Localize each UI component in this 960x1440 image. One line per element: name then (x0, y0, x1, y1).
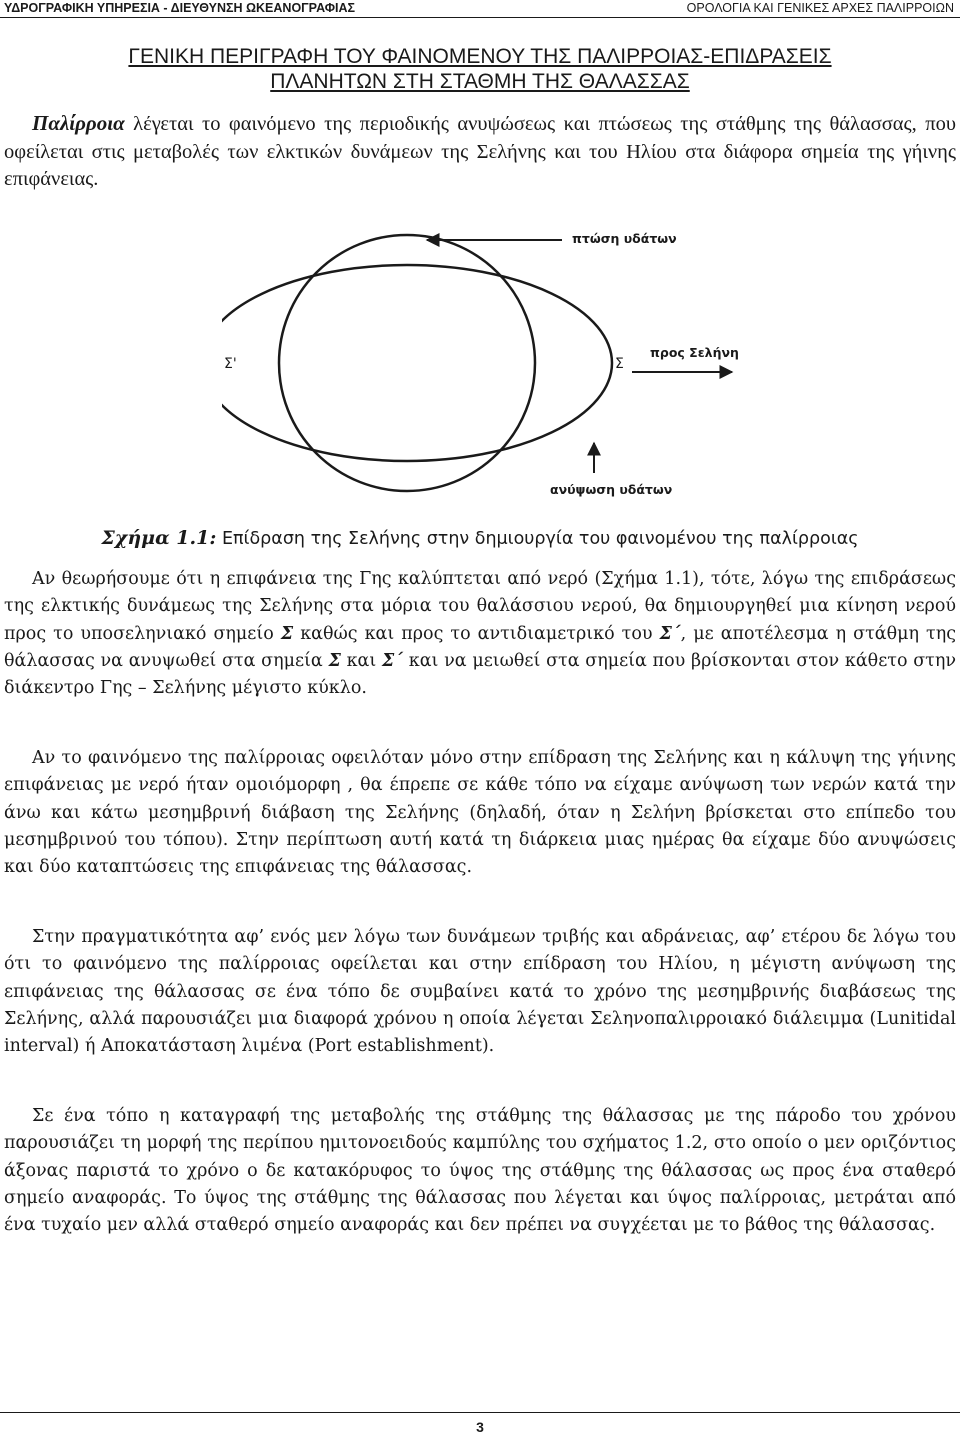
earth-circle (279, 235, 535, 491)
label-fall: πτώση υδάτων (572, 231, 677, 246)
footer-rule (0, 1412, 960, 1413)
figure-caption (0, 525, 960, 552)
page-title-line-2: ΠΛΑΝΗΤΩΝ ΣΤΗ ΣΤΑΘΜΗ ΤΗΣ ΘΑΛΑΣΣΑΣ (270, 70, 690, 93)
label-to-moon: προς Σελήνη (650, 345, 739, 360)
tide-diagram (222, 215, 762, 500)
symbol-sigma-prime: Σ΄ (659, 623, 681, 644)
paragraph-text: και να μειωθεί στα σημεία που βρίσκονται στον κάθετο στην διάκεντρο Γης – Σελήνης μέγιστο κύκλο. (4, 650, 956, 699)
page-title-line-1: ΓΕΝΙΚΗ ΠΕΡΙΓΡΑΦΗ ΤΟΥ ΦΑΙΝΟΜΕΝΟΥ ΤΗΣ ΠΑΛΙΡΡΟΙΑΣ-ΕΠΙΔΡΑΣΕΙΣ (128, 45, 832, 68)
paragraph-uniform-coverage: Αν το φαινόμενο της παλίρροιας οφειλόταν μόνο στην επίδραση της Σελήνης και η κάλυψη της γήινης επιφάνειας με νερό ήταν ομοιόμορφη , θα έπρεπε σε κάθε τόπο να είχαμε ανύψωση των νερών κατά την άνω και κάτω μεσημβρινή διάβαση της Σελήνης (δηλαδή, όταν η Σελήνη βρίσκεται στο επίπεδο του μεσημβρινού του τόπου). Στην περίπτωση αυτή κατά τη διάρκεια μιας ημέρας θα είχαμε δύο ανυψώσεις και δύο καταπτώσεις της επιφάνειας της θάλασσας. (4, 748, 956, 878)
label-rise: ανύψωση υδάτων (550, 482, 673, 497)
page-header (0, 0, 960, 18)
point-sigma: Σ (615, 356, 624, 372)
paragraph-text: , με αποτέλεσμα η στάθμη της θάλασσας να ανυψωθεί στα σημεία (4, 623, 956, 671)
symbol-sigma: Σ (280, 623, 294, 644)
symbol-sigma-prime: Σ΄ (381, 650, 404, 671)
water-ellipse (222, 265, 612, 461)
intro-paragraph (4, 110, 956, 194)
header-organization: ΥΔΡΟΓΡΑΦΙΚΗ ΥΠΗΡΕΣΙΑ - ΔΙΕΥΘΥΝΣΗ ΩΚΕΑΝΟΓΡΑΦΙΑΣ (4, 1, 356, 15)
header-rule (0, 17, 960, 18)
definition-term: Παλίρροια (32, 111, 125, 135)
point-sigma-prime: Σ' (224, 356, 237, 372)
header-chapter: ΟΡΟΛΟΓΙΑ ΚΑΙ ΓΕΝΙΚΕΣ ΑΡΧΕΣ ΠΑΛΙΡΡΟΙΩΝ (686, 1, 954, 15)
paragraph-text: και (340, 650, 382, 671)
paragraph-text: καθώς και προς το αντιδιαμετρικό του (293, 623, 660, 644)
paragraph-tide-height: Σε ένα τόπο η καταγραφή της μεταβολής της στάθμης της θάλασσας με της πάροδο του χρόνου παρουσιάζει τη μορφή της περίπου ημιτονοειδούς καμπύλης του σχήματος 1.2, στο οποίο ο μεν οριζόντιος άξονας παριστά το χρόνο ο δε κατακόρυφος το ύψος της στάθμης της θάλασσας ως προς ένα σταθερό σημείο αναφοράς. Το ύψος της στάθμης της θάλασσας που λέγεται και ύψος παλίρροιας, μετράται από ένα τυχαίο μεν αλλά σταθερό σημείο αναφοράς και δεν πρέπει να συγχέεται με το βάθος της θάλασσας. (4, 1106, 956, 1236)
tide-figure (222, 215, 762, 500)
figure-caption-text: Επίδραση της Σελήνης στην δημιουργία του φαινομένου της παλίρροιας (216, 529, 859, 549)
definition-text: λέγεται το φαινόμενο της περιοδικής ανυψώσεως και πτώσεως της στάθμης της θάλασσας, που οφείλεται στις μεταβολές των ελκτικών δυνάμεων της Σελήνης και του Ηλίου στα διάφορα σημεία της γήινης επιφάνειας. (4, 113, 956, 190)
page-title (30, 44, 930, 94)
page-number: 3 (476, 1419, 484, 1435)
paragraph-text: Αν θεωρήσουμε ότι η επιφάνεια της Γης καλύπτεται από νερό (Σχήμα 1.1), τότε, λόγω της επιδράσεως της ελκτικής δυνάμεως της Σελήνης στα μόρια του θαλάσσιου νερού, θα δημιουργηθεί μια κίνηση νερού προς το υποσεληνιακό σημείο (4, 569, 956, 644)
symbol-sigma: Σ (328, 650, 341, 671)
paragraph-lunitidal-interval: Στην πραγματικότητα αφ’ ενός μεν λόγω των δυνάμεων τριβής και αδράνειας, αφ’ ετέρου δε λόγω του ότι το φαινόμενο της παλίρροιας οφείλεται και στην επίδραση του Ηλίου, η μέγιστη ανύψωση της επιφάνειας της θάλασσας σε ένα τόπο δε συμβαίνει κατά το χρόνο της μεσημβρινής διαβάσεως της Σελήνης, αλλά παρουσιάζει μια διαφορά χρόνου η οποία λέγεται Σεληνοπαλιρροιακό διάλειμμα (Lunitidal interval) ή Αποκατάσταση λιμένα (Port establishment). (4, 927, 956, 1057)
figure-caption-label: Σχήμα 1.1: (101, 527, 217, 549)
paragraph-moon-effect (4, 566, 956, 702)
